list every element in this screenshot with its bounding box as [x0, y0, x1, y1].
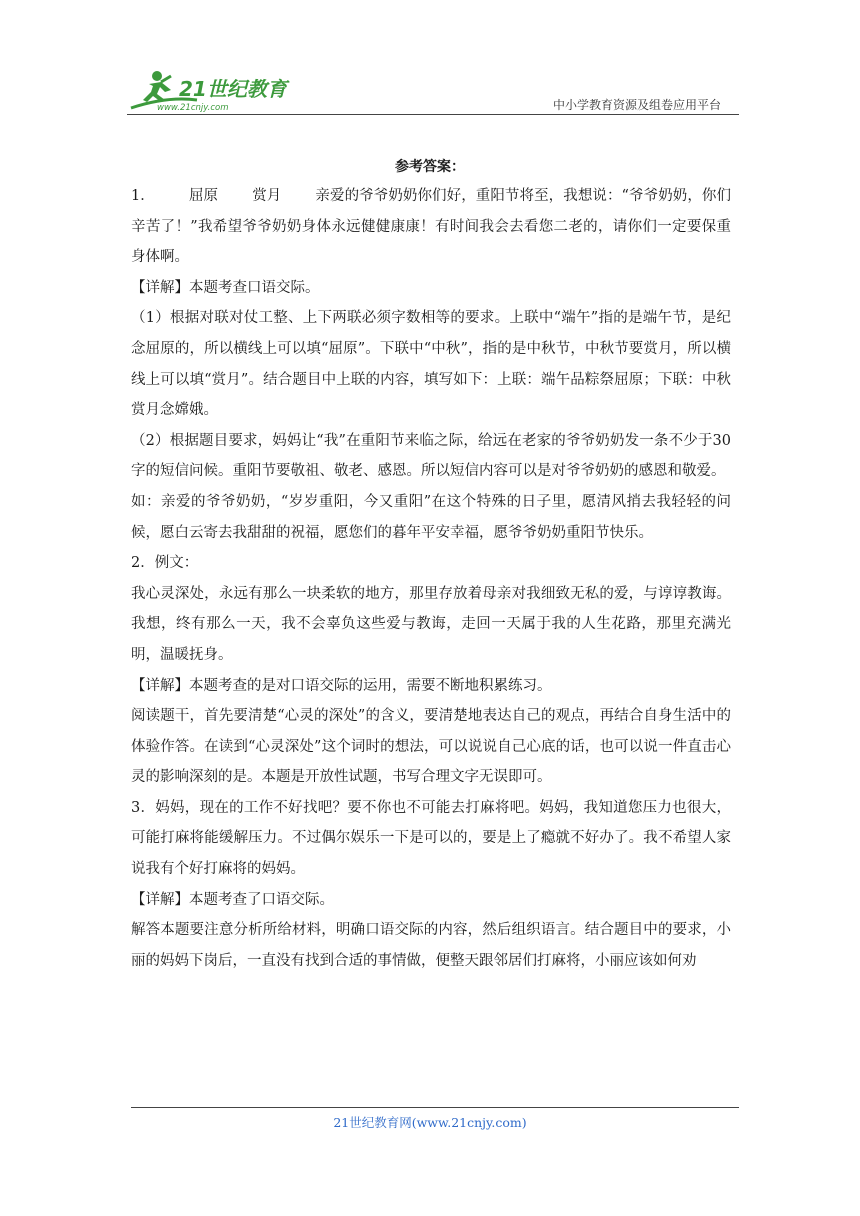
- answer-title: 参考答案：: [395, 159, 465, 175]
- q2-essay: 我心灵深处，永远有那么一块柔软的地方，那里存放着母亲对我细致无私的爱，与谆谆教诲。我想，终有那么一天，我不会辜负这些爱与教诲，走回一天属于我的人生花路，那里充满光明，温暖抚身。: [131, 585, 731, 663]
- q2-detail: 【详解】本题考查的是对口语交际的运用，需要不断地积累练习。: [131, 677, 552, 694]
- q2-analysis: 阅读题干，首先要清楚“心灵的深处”的含义，要清楚地表达自己的观点，再结合自身生活中的体验作答。在读到“心灵深处”这个词时的想法，可以说说自己心底的话，也可以说一件直击心灵的影响深刻的是。本题是开放性试题，书写合理文字无误即可。: [131, 708, 731, 786]
- q1-part2: （2）根据题目要求，妈妈让“我”在重阳节来临之际，给远在老家的爷爷奶奶发一条不少于30字的短信问候。重阳节要敬祖、敬老、感恩。所以短信内容可以是对爷爷奶奶的感恩和敬爱。: [131, 432, 731, 480]
- q1-example: 如：亲爱的爷爷奶奶，“岁岁重阳，今又重阳”在这个特殊的日子里，愿清风捎去我轻轻的问候，愿白云寄去我甜甜的祝福，愿您们的暮年平安幸福，愿爷爷奶奶重阳节快乐。: [131, 493, 731, 541]
- header-divider: [127, 114, 739, 115]
- q3-answer: 3．妈妈，现在的工作不好找吧？要不你也不可能去打麻将吧。妈妈，我知道您压力也很大，可能打麻将能缓解压力。不过偶尔娱乐一下是可以的，要是上了瘾就不好办了。我不希望人家说我有个好打麻将的妈妈。: [131, 799, 731, 878]
- q1-detail: 【详解】本题考查口语交际。: [131, 279, 320, 296]
- footer-link[interactable]: 21世纪教育网(www.21cnjy.com): [333, 1115, 527, 1130]
- svg-text:www.21cnjy.com: www.21cnjy.com: [157, 103, 229, 113]
- q1-blank2: 赏月: [252, 188, 282, 204]
- q3-detail: 【详解】本题考查了口语交际。: [131, 891, 334, 908]
- platform-label: 中小学教育资源及组卷应用平台: [552, 98, 721, 112]
- svg-text:21世纪教育: 21世纪教育: [179, 77, 287, 101]
- page-header: [127, 66, 739, 118]
- footer-divider: [131, 1107, 739, 1108]
- q2-heading: 2．例文：: [131, 555, 199, 572]
- q1-answer: 1． 屈原 赏月 亲爱的爷爷奶奶你们好，重阳节将至，我想说：“爷爷奶奶，你们辛苦了！”我希望爷爷奶奶身体永远健健康康！有时间我会去看您二老的，请你们一定要保重身体啊。: [131, 188, 731, 266]
- answer-body: [131, 181, 731, 976]
- 21cnjy-logo: [127, 66, 297, 114]
- q3-analysis: 解答本题要注意分析所给材料，明确口语交际的内容，然后组织语言。结合题目中的要求，小丽的妈妈下岗后，一直没有找到合适的事情做，便整天跟邻居们打麻将，小丽应该如何劝: [131, 922, 731, 969]
- q1-blank1: 屈原: [188, 188, 219, 204]
- q1-part1: （1）根据对联对仗工整、上下两联必须字数相等的要求。上联中“端午”指的是端午节，是纪念屈原的，所以横线上可以填“屈原”。下联中“中秋”，指的是中秋节，中秋节要赏月，所以横线上可以填“赏月”。结合题目中上联的内容，填写如下：上联：端午品粽祭屈原；下联：中秋赏月念嫦娥。: [131, 310, 731, 419]
